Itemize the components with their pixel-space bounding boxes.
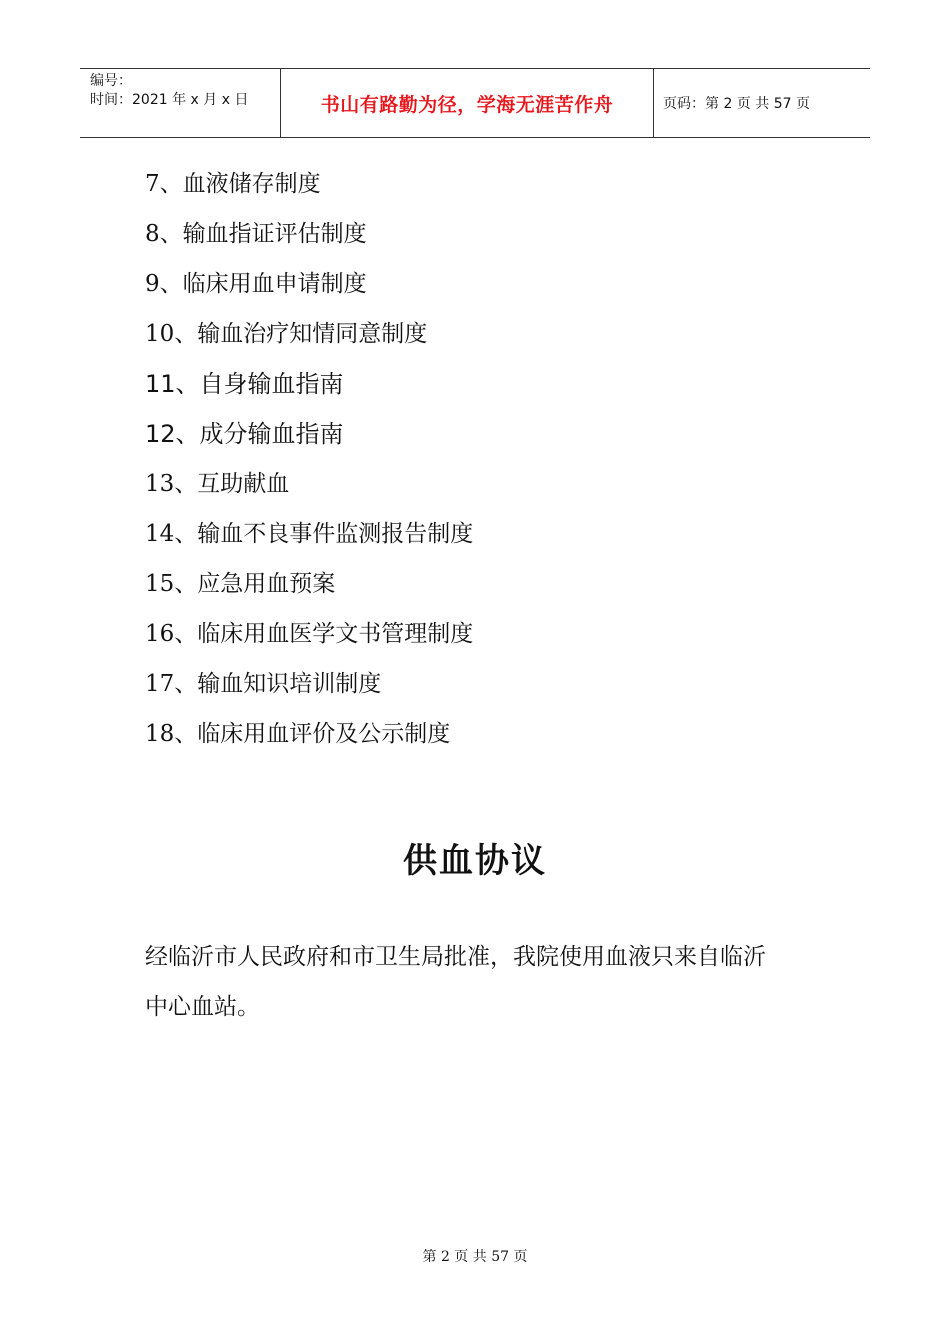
toc-list: [145, 159, 473, 759]
toc-item: 18、临床用血评价及公示制度: [145, 721, 451, 747]
header-meta: [80, 69, 281, 137]
toc-item: 9、临床用血申请制度: [145, 271, 367, 297]
toc-item: 15、应急用血预案: [145, 571, 336, 597]
toc-item: 12、成分输血指南: [145, 420, 344, 448]
header-motto: 书山有路勤为径，学海无涯苦作舟: [281, 69, 654, 137]
toc-item: 7、血液储存制度: [145, 171, 321, 197]
toc-item: 10、输血治疗知情同意制度: [145, 321, 428, 347]
section-paragraph: [145, 932, 825, 1032]
toc-item: 13、互助献血: [145, 471, 290, 497]
time-label: 时间：2021 年 x 月 x 日: [90, 92, 249, 108]
toc-item: 17、输血知识培训制度: [145, 671, 382, 697]
section-title: 供血协议: [403, 841, 547, 881]
toc-item: 14、输血不良事件监测报告制度: [145, 521, 474, 547]
toc-item: 11、自身输血指南: [145, 370, 344, 398]
header-page-info: 页码：第 2 页 共 57 页: [663, 96, 810, 112]
paragraph-line: 中心血站。: [145, 994, 260, 1020]
page-footer: 第 2 页 共 57 页: [422, 1249, 528, 1265]
toc-item: 8、输血指证评估制度: [145, 221, 367, 247]
page-header: [80, 68, 870, 138]
toc-item: 16、临床用血医学文书管理制度: [145, 621, 474, 647]
paragraph-line: 经临沂市人民政府和市卫生局批准，我院使用血液只来自临沂: [145, 944, 766, 970]
number-label: 编号：: [90, 73, 132, 89]
